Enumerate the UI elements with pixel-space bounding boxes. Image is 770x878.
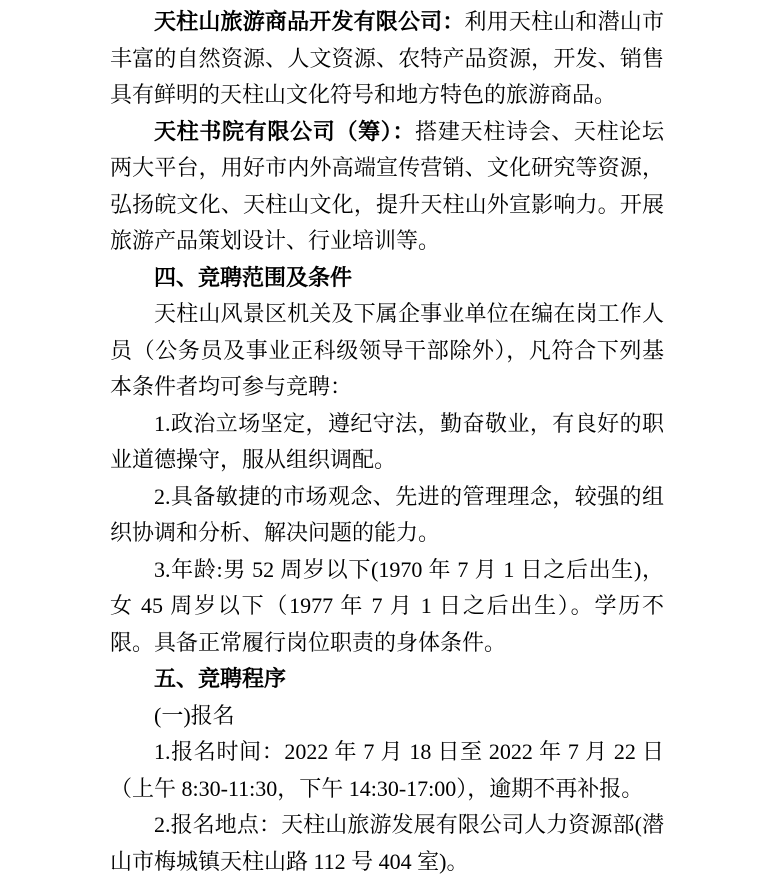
section-heading-scope: 四、竞聘范围及条件 <box>154 264 353 290</box>
registration-time-item: 1.报名时间：2022 年 7 月 18 日至 2022 年 7 月 22 日（上午 8:30-11:30，下午 14:30-17:00），逾期不再补报。 <box>110 739 664 801</box>
company-description: 利用天柱山和潜山市丰富的自然资源、人文资源、农特产品资源，开发、销售具有鲜明的天柱山文化符号和地方特色的旅游商品。 <box>110 9 664 107</box>
company-name-bold: 天柱山旅游商品开发有限公司： <box>154 9 465 34</box>
condition-item-1: 1.政治立场坚定，遵纪守法，勤奋敬业，有良好的职业道德操守，服从组织调配。 <box>110 410 664 472</box>
condition-item-2: 2.具备敏捷的市场观念、先进的管理理念，较强的组织协调和分析、解决问题的能力。 <box>110 483 664 545</box>
paragraph-company-shangpin <box>110 4 664 114</box>
section-heading-procedure: 五、竞聘程序 <box>154 666 287 691</box>
company-name-bold: 天柱书院有限公司（筹）： <box>154 118 416 144</box>
paragraph-scope-intro: 天柱山风景区机关及下属企事业单位在编在岗工作人员（公务员及事业正科级领导干部除外），凡符合下列基本条件者均可参与竞聘： <box>110 301 664 399</box>
condition-item-3: 3.年龄:男 52 周岁以下(1970 年 7 月 1 日之后出生)，女 45 周岁以下（1977 年 7 月 1 日之后出生）。学历不限。具备正常履行岗位职责的身体条件。 <box>110 556 664 655</box>
paragraph-company-shuyuan <box>110 114 664 260</box>
company-description: 搭建天柱诗会、天柱论坛两大平台，用好市内外高端宣传营销、文化研究等资源，弘扬皖文化、天柱山文化，提升天柱山外宣影响力。开展旅游产品策划设计、行业培训等。 <box>110 118 664 253</box>
sub-heading-baoming: (一)报名 <box>154 702 235 728</box>
registration-place-item: 2.报名地点：天柱山旅游发展有限公司人力资源部(潜山市梅城镇天柱山路 112 号 404 室)。 <box>110 812 664 874</box>
